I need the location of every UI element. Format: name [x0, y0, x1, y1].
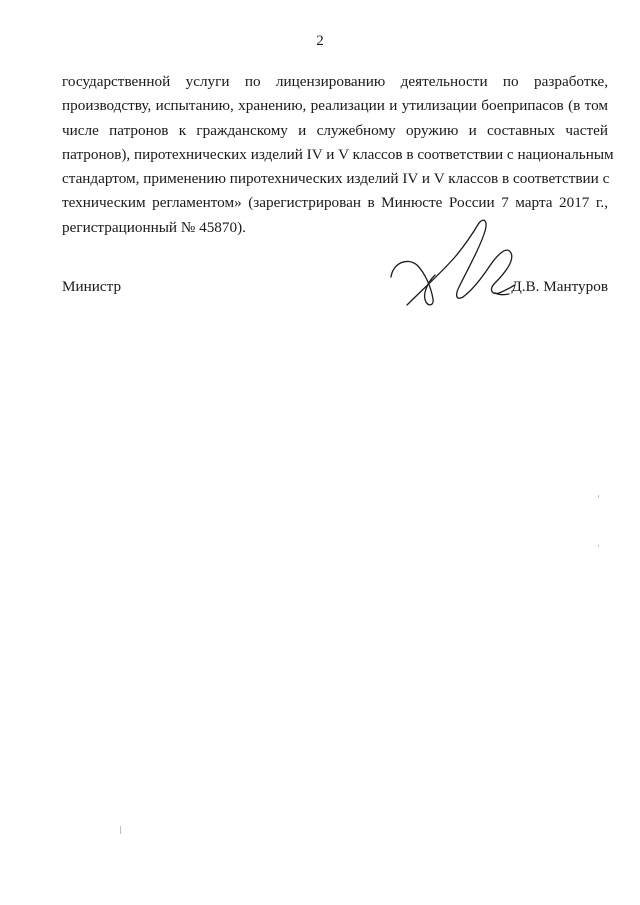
text-line: числе патронов к гражданскому и служебному оружию и составных частей: [62, 121, 608, 139]
scan-speck: [598, 545, 599, 547]
document-body-text: [62, 70, 614, 240]
text-line: стандартом, применению пиротехнических изделий IV и V классов в соответствии с: [62, 170, 610, 188]
text-line: производству, испытанию, хранению, реализации и утилизации боеприпасов (в том: [62, 97, 608, 115]
signatory-title: Министр: [62, 278, 122, 295]
text-line: техническим регламентом» (зарегистрирован в Минюсте России 7 марта 2017 г.,: [62, 194, 608, 212]
signatory-name: Д.В. Мантуров: [511, 278, 608, 295]
text-line: патронов), пиротехнических изделий IV и V классов в соответствии с национальным: [62, 145, 614, 163]
scan-speck: [598, 495, 599, 498]
handwritten-signature: [385, 215, 525, 310]
signature-row: [62, 270, 608, 310]
text-line: государственной услуги по лицензированию деятельности по разработке,: [62, 73, 608, 90]
text-line: регистрационный № 45870).: [62, 218, 246, 236]
scan-speck: [120, 826, 121, 834]
page-number: 2: [316, 33, 324, 49]
